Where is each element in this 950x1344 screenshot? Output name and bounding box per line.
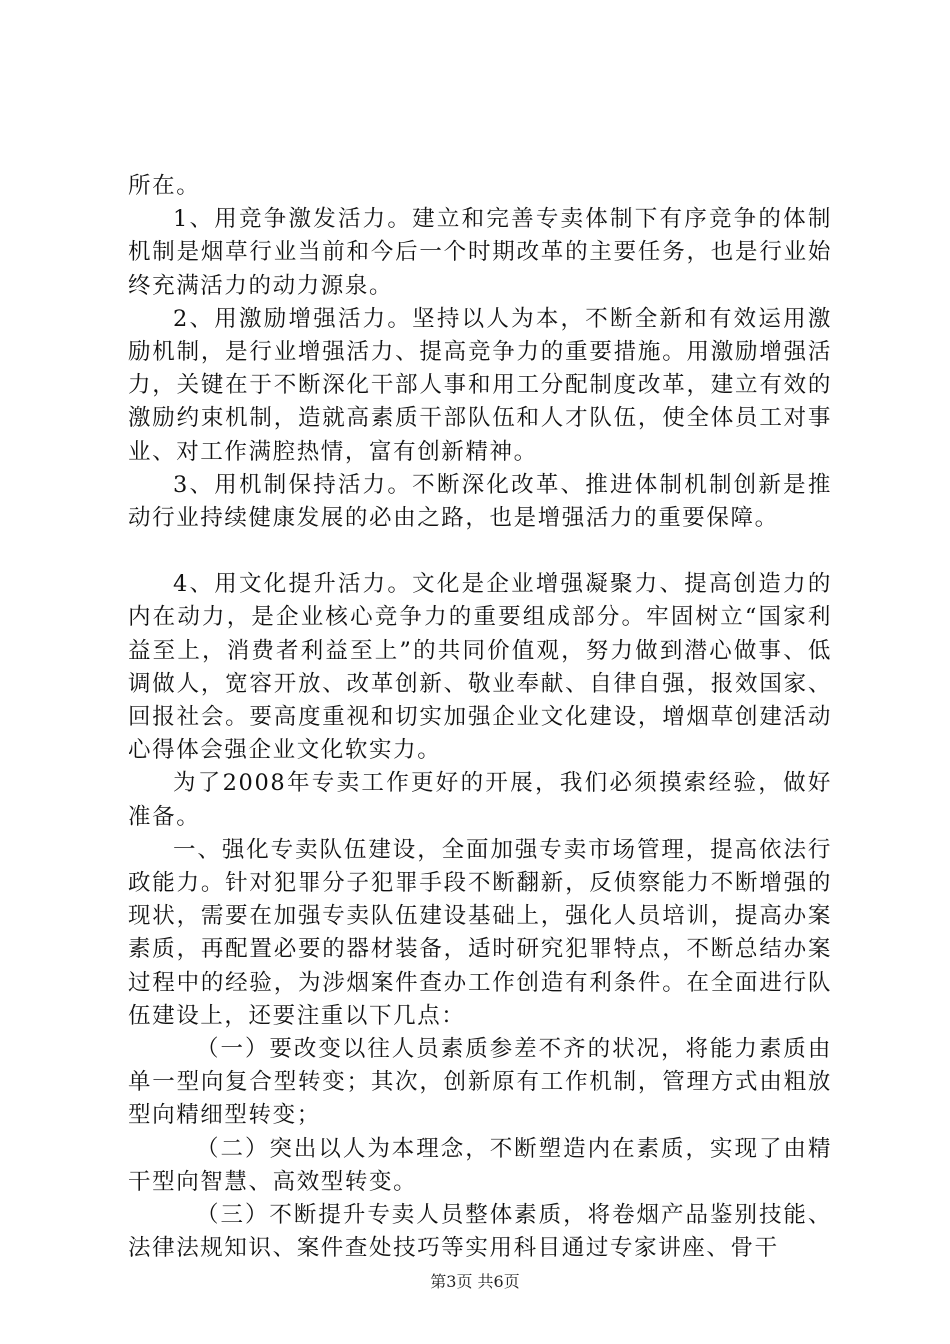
- paragraph-competition: 1、用竞争激发活力。建立和完善专卖体制下有序竞争的体制机制是烟草行业当前和今后一个时期改革的主要任务，也是行业始终充满活力的动力源泉。: [128, 206, 832, 299]
- document-body: [128, 170, 832, 1266]
- paragraph-section-one: 一、强化专卖队伍建设，全面加强专卖市场管理，提高依法行政能力。针对犯罪分子犯罪手段不断翻新，反侦察能力不断增强的现状，需要在加强专卖队伍建设基础上，强化人员培训，提高办案素质，再配置必要的器材装备，适时研究犯罪特点，不断总结办案过程中的经验，为涉烟案件查办工作创造有利条件。在全面进行队伍建设上，还要注重以下几点：: [128, 836, 832, 1029]
- paragraph-item-one: （一）要改变以往人员素质参差不齐的状况，将能力素质由单一型向复合型转变；其次，创新原有工作机制，管理方式由粗放型向精细型转变；: [128, 1036, 832, 1129]
- paragraph-item-three: （三）不断提升专卖人员整体素质，将卷烟产品鉴别技能、法律法规知识、案件查处技巧等实用科目通过专家讲座、骨干: [128, 1202, 832, 1262]
- paragraph-culture: 4、用文化提升活力。文化是企业增强凝聚力、提高创造力的内在动力，是企业核心竞争力的重要组成部分。牢固树立“国家利益至上，消费者利益至上”的共同价值观，努力做到潜心做事、低调做人，宽容开放、改革创新、敬业奉献、自律自强，报效国家、回报社会。要高度重视和切实加强企业文化建设，增烟草创建活动心得体会强企业文化软实力。: [128, 571, 832, 764]
- paragraph-mechanism: 3、用机制保持活力。不断深化改革、推进体制机制创新是推动行业持续健康发展的必由之路，也是增强活力的重要保障。: [128, 471, 832, 532]
- paragraph-item-two: （二）突出以人为本理念，不断塑造内在素质，实现了由精干型向智慧、高效型转变。: [128, 1135, 832, 1195]
- paragraph-incentive: 2、用激励增强活力。坚持以人为本，不断全新和有效运用激励机制，是行业增强活力、提高竞争力的重要措施。用激励增强活力，关键在于不断深化干部人事和用工分配制度改革，建立有效的激励约束机制，造就高素质干部队伍和人才队伍，使全体员工对事业、对工作满腔热情，富有创新精神。: [128, 305, 832, 465]
- paragraph-continuation: 所在。: [128, 173, 201, 199]
- paragraph-2008-preparation: 为了2008年专卖工作更好的开展，我们必须摸索经验，做好准备。: [128, 770, 832, 830]
- page-number-footer: 第3页 共6页: [430, 1272, 520, 1291]
